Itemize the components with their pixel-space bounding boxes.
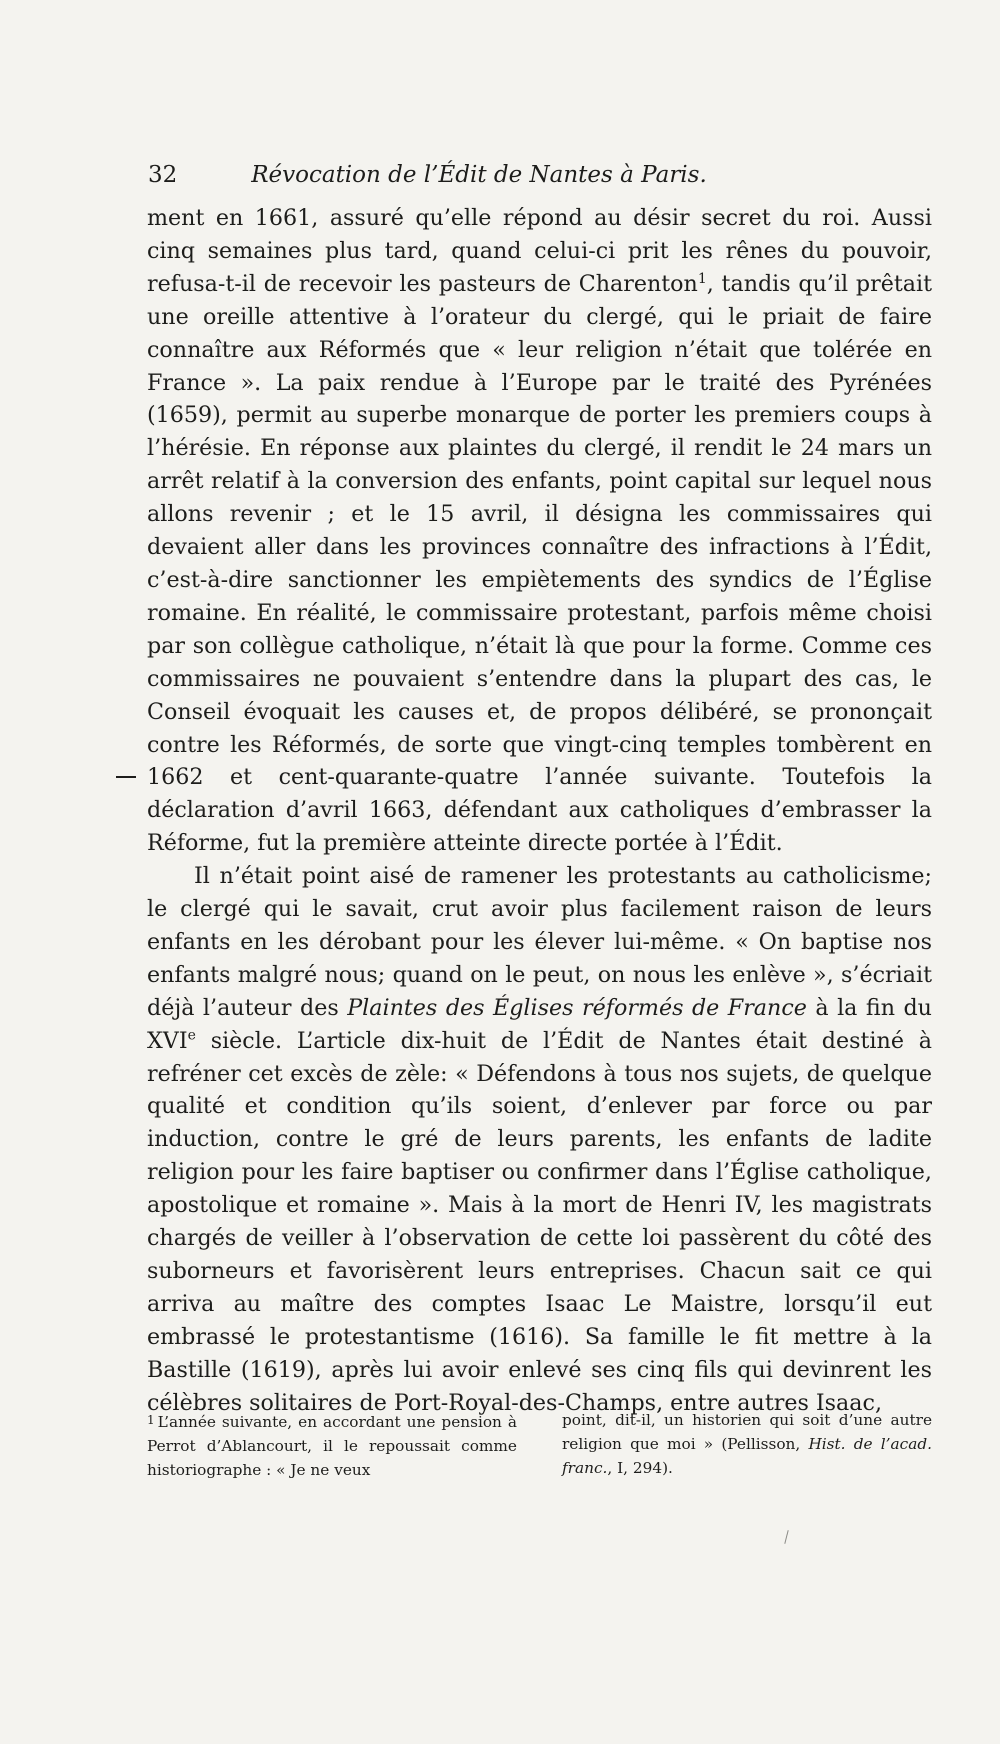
paragraph-1-text-b: , tandis qu’il prêtait une oreille attentive à l’orateur du clergé, qui le priait de faire connaître aux Réformés que « leur religion n’était que tolérée en France ». La paix rendue à l’Europe par le traité des Pyrénées (1659), permit au superbe monarque de porter les premiers coups à l’hérésie. En réponse aux plaintes du clergé, il rendit le 24 mars un arrêt relatif à la conversion des enfants, point capital sur lequel nous allons revenir ; et le 15 avril, il désigna les commissaires qui devaient aller dans les provinces connaître des infractions à l’Édit, c’est-à-dire sanctionner les empiètements des syndics de l’Église romaine. En réalité, le commissaire protestant, parfois même choisi par son collègue catholique, n’était là que pour la forme. Comme ces commissaires ne pouvaient s’entendre dans la plupart des cas, le Conseil évoquait les causes et, de propos délibéré, se prononçait contre les Réformés, de sorte que vingt-cinq temples tombèrent en 1662 et cent-quarante-quatre l’année suivante. Toutefois la déclaration d’avril 1663, défendant aux catholiques d’embrasser la Réforme, fut la première atteinte directe portée à l’Édit. xyxy=(147,270,932,857)
paragraph-1-text-a: ment en 1661, assuré qu’elle répond au désir secret du roi. Aussi cinq semaines plus tard, quand celui-ci prit les rênes du pouvoir, refusa-t-il de recevoir les pasteurs de Charenton xyxy=(147,205,932,297)
footnote-column-left xyxy=(147,1408,517,1482)
main-text xyxy=(147,202,932,1420)
stray-pen-mark xyxy=(784,1530,788,1544)
paragraph-1 xyxy=(147,202,932,860)
footnote-column-right xyxy=(562,1408,932,1482)
margin-mark xyxy=(116,776,136,778)
footnote-cited-work: Hist. de l’acad. franc. xyxy=(562,1435,932,1477)
paragraph-2-text-b: à la fin du XVI xyxy=(147,994,932,1054)
running-title: Révocation de l’Édit de Nantes à Paris. xyxy=(251,162,707,188)
century-superscript: e xyxy=(187,1027,196,1044)
page-header xyxy=(148,158,770,192)
footnote-text-right-b: , I, 294). xyxy=(607,1459,673,1477)
footnote-number: 1 xyxy=(147,1413,155,1427)
footnotes xyxy=(147,1408,932,1482)
footnote-reference: 1 xyxy=(697,270,707,287)
paragraph-2 xyxy=(147,860,932,1419)
paragraph-2-text-a: Il n’était point aisé de ramener les protestants au catholicisme; le clergé qui le savait, crut avoir plus facilement raison de leurs enfants en les dérobant pour les élever lui-même. « On baptise nos enfants malgré nous; quand on le peut, on nous les enlève », s’écriait déjà l’auteur des xyxy=(147,863,932,1021)
paragraph-2-text-c: siècle. L’article dix-huit de l’Édit de Nantes était destiné à refréner cet excès de zèle: « Défendons à tous nos sujets, de quelque qualité et condition qu’ils soient, d’enlever par force ou par induction, contre le gré de leurs parents, les enfants de ladite religion pour les faire baptiser ou confirmer dans l’Église catholique, apostolique et romaine ». Mais à la mort de Henri IV, les magistrats chargés de veiller à l’observation de cette loi passèrent du côté des suborneurs et favorisèrent leurs entreprises. Chacun sait ce qui arriva au maître des comptes Isaac Le Maistre, lorsqu’il eut embrassé le protestantisme (1616). Sa famille le fit mettre à la Bastille (1619), après lui avoir enlevé ses cinq fils qui devinrent les célèbres solitaires de Port-Royal-des-Champs, entre autres Isaac, xyxy=(147,1027,932,1416)
cited-work-title: Plaintes des Églises réformés de France xyxy=(347,994,807,1021)
page-number: 32 xyxy=(148,162,178,188)
footnote-text-right-a: point, dit-il, un historien qui soit d’une autre religion que moi » (Pellisson, xyxy=(562,1411,932,1453)
footnote-text-left: L’année suivante, en accordant une pension à Perrot d’Ablancourt, il le repoussait comme historiographe : « Je ne veux xyxy=(147,1413,517,1479)
